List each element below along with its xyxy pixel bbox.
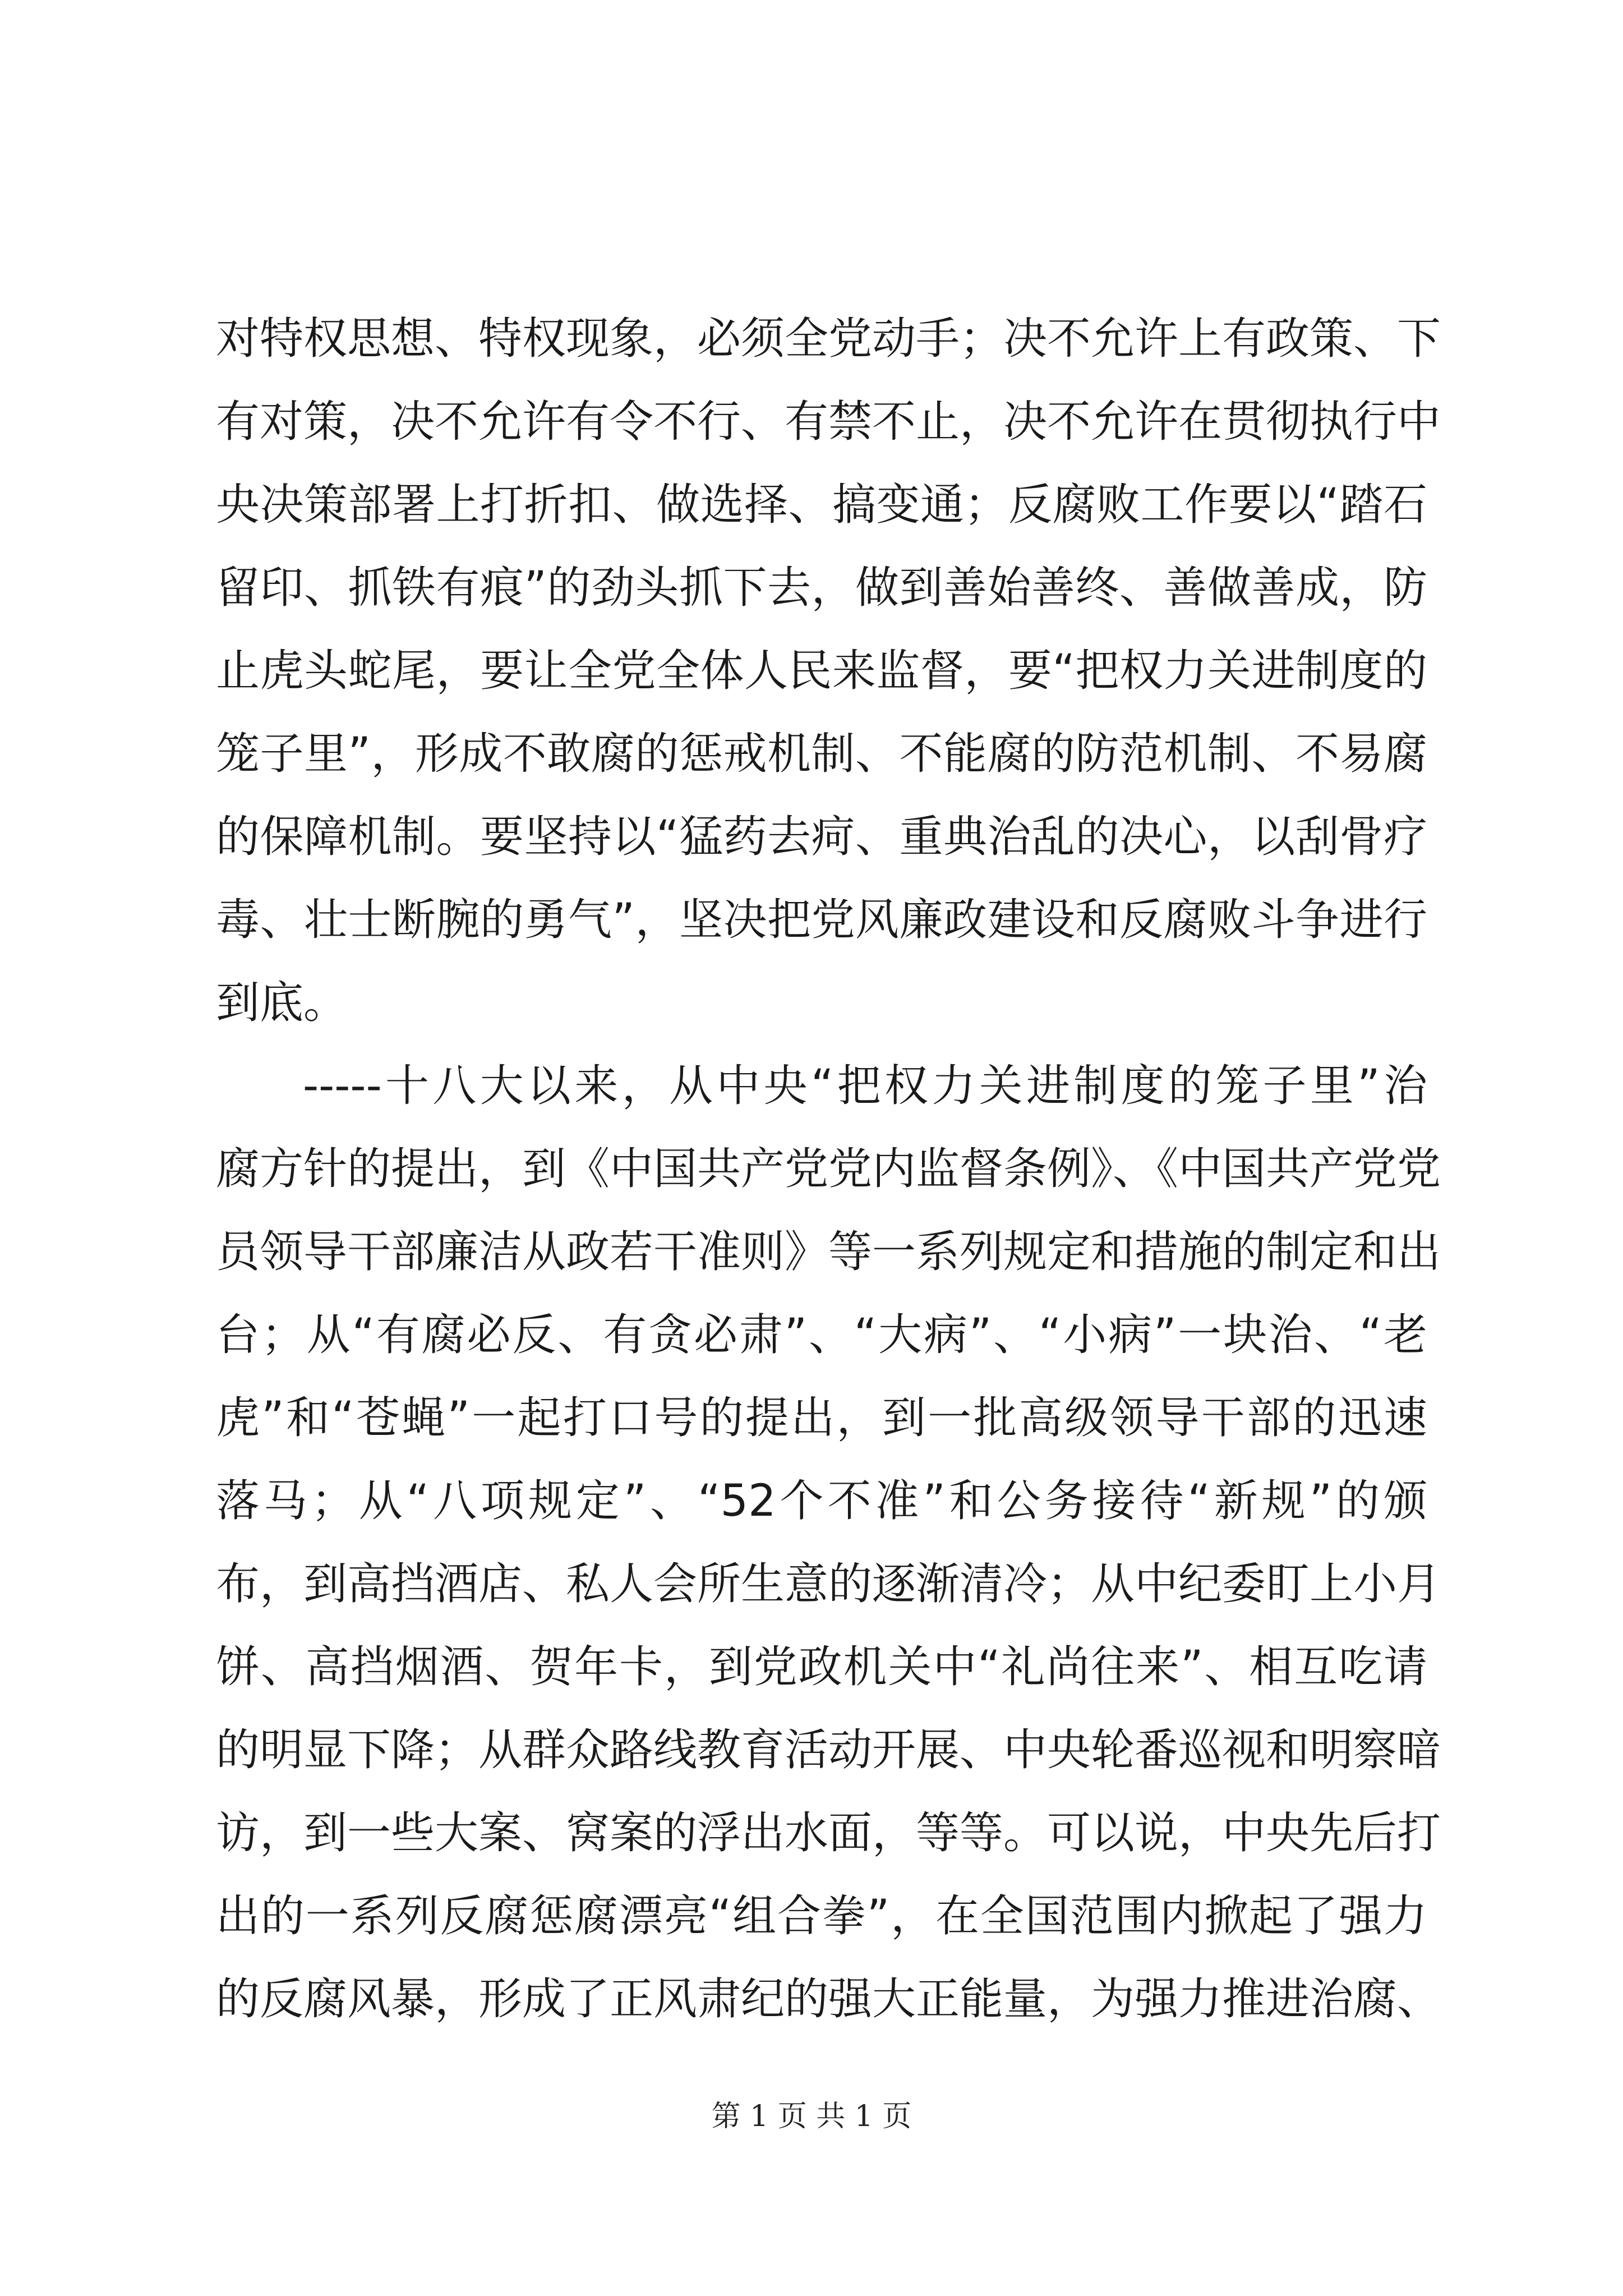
text-line: 的反腐风暴，形成了正风肃纪的强大正能量，为强力推进治腐、 bbox=[216, 1974, 1441, 2024]
text-line: 对特权思想、特权现象，必须全党动手；决不允许上有政策、下 bbox=[216, 314, 1441, 364]
text-line: 央决策部署上打折扣、做选择、搞变通；反腐败工作要以“踏石 bbox=[216, 480, 1427, 530]
text-line: 访，到一些大案、窝案的浮出水面，等等。可以说，中央先后打 bbox=[216, 1808, 1441, 1858]
text-line: 到底。 bbox=[216, 978, 348, 1028]
text-line: 落马；从“八项规定”、“52个不准”和公务接待“新规”的颁 bbox=[216, 1476, 1427, 1526]
text-line: 的保障机制。要坚持以“猛药去疴、重典治乱的决心，以刮骨疗 bbox=[216, 812, 1427, 862]
text-line: 饼、高挡烟酒、贺年卡，到党政机关中“礼尚往来”、相互吃请 bbox=[216, 1642, 1427, 1692]
body-text bbox=[216, 297, 1441, 2041]
text-line: 止虎头蛇尾，要让全党全体人民来监督，要“把权力关进制度的 bbox=[216, 646, 1427, 696]
text-line: 笼子里”，形成不敢腐的惩戒机制、不能腐的防范机制、不易腐 bbox=[216, 729, 1427, 779]
paragraph-first-line: -----十八大以来，从中央“把权力关进制度的笼子里”治 bbox=[303, 1061, 1427, 1111]
text-line: 员领导干部廉洁从政若干准则》等一系列规定和措施的制定和出 bbox=[216, 1227, 1441, 1277]
text-line: 的明显下降；从群众路线教育活动开展、中央轮番巡视和明察暗 bbox=[216, 1725, 1441, 1775]
page-number-footer: 第 1 页 共 1 页 bbox=[711, 2100, 912, 2133]
text-line: 有对策，决不允许有令不行、有禁不止，决不允许在贯彻执行中 bbox=[216, 397, 1441, 447]
text-line: 留印、抓铁有痕”的劲头抓下去，做到善始善终、善做善成，防 bbox=[216, 563, 1427, 613]
text-line: 布，到高挡酒店、私人会所生意的逐渐清冷；从中纪委盯上小月 bbox=[216, 1559, 1441, 1609]
text-line: 台；从“有腐必反、有贪必肃”、“大病”、“小病”一块治、“老 bbox=[216, 1310, 1427, 1360]
text-line: 虎”和“苍蝇”一起打口号的提出，到一批高级领导干部的迅速 bbox=[216, 1393, 1427, 1443]
text-line: 腐方针的提出，到《中国共产党党内监督条例》、《中国共产党党 bbox=[216, 1144, 1441, 1194]
text-line: 毒、壮士断腕的勇气”，坚决把党风廉政建设和反腐败斗争进行 bbox=[216, 895, 1427, 945]
text-line: 出的一系列反腐惩腐漂亮“组合拳”，在全国范围内掀起了强力 bbox=[216, 1891, 1427, 1941]
